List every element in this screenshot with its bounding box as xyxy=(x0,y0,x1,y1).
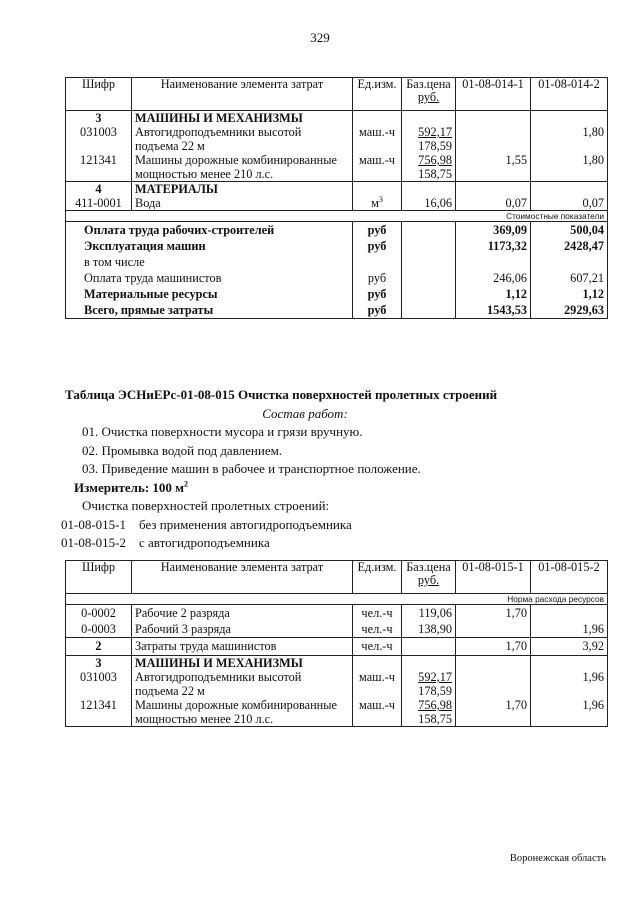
section-row xyxy=(66,182,608,197)
section-row xyxy=(66,111,608,126)
section-number: 3 xyxy=(66,656,132,671)
cost-indicators-label: Стоимостные показатели xyxy=(66,211,608,222)
header-unit: Ед.изм. xyxy=(353,561,402,594)
row-name: Машины дорожные комбинированные мощностью менее 210 л.с. xyxy=(132,153,353,182)
row-code: 0-0003 xyxy=(66,621,132,638)
norm-label-row xyxy=(66,594,608,605)
resource-table-01-08-014 xyxy=(65,77,608,319)
header-code: Шифр xyxy=(66,78,132,111)
variant-item: 01-08-015-2 с автогидроподъемника xyxy=(61,535,270,550)
table-row xyxy=(66,125,608,153)
summary-row: Оплата труда машинистов руб 246,06 607,21 xyxy=(66,270,608,286)
row-value-a xyxy=(456,621,531,638)
row-name: Машины дорожные комбинированные мощностью менее 210 л.с. xyxy=(132,698,353,727)
row-value-a: 1,55 xyxy=(456,153,531,182)
row-price: 756,98 158,75 xyxy=(402,698,456,727)
row-price: 138,90 xyxy=(402,621,456,638)
row-code: 031003 xyxy=(66,125,132,153)
header-unit: Ед.изм. xyxy=(353,78,402,111)
table-row xyxy=(66,670,608,698)
table-row xyxy=(66,698,608,727)
table-row xyxy=(66,605,608,622)
row-name: Автогидроподъемники высотой подъема 22 м xyxy=(132,125,353,153)
summary-row: Всего, прямые затраты руб 1543,53 2929,63 xyxy=(66,302,608,319)
row-unit: маш.-ч xyxy=(353,698,402,727)
row-unit: чел.-ч xyxy=(353,605,402,622)
summary-row: в том числе xyxy=(66,254,608,270)
cost-indicators-label-row xyxy=(66,211,608,222)
row-price: 119,06 xyxy=(402,605,456,622)
resource-table-01-08-015 xyxy=(65,560,608,727)
table-description xyxy=(61,386,625,553)
table-header-row xyxy=(66,78,608,111)
measure-unit: Измеритель: 100 $м^2$ xyxy=(74,479,189,495)
variant-item: 01-08-015-1 без применения автогидроподъемника xyxy=(61,516,352,532)
row-name: Рабочий 3 разряда xyxy=(132,621,353,638)
row-name: Автогидроподъемники высотой подъема 22 м xyxy=(132,670,353,698)
row-value-b: 0,07 xyxy=(531,196,608,211)
summary-row: Эксплуатация машин руб 1173,32 2428,47 xyxy=(66,238,608,254)
page-number: 329 xyxy=(310,30,330,45)
header-name: Наименование элемента затрат xyxy=(132,561,353,594)
row-value-b: 1,80 xyxy=(531,153,608,182)
row-code: 411-0001 xyxy=(66,196,132,211)
header-price: Баз.цена руб. xyxy=(402,561,456,594)
row-unit: маш.-ч xyxy=(353,125,402,153)
row-value-a: 0,07 xyxy=(456,196,531,211)
row-unit: $м^3$ xyxy=(353,196,402,211)
row-price: 16,06 xyxy=(402,196,456,211)
summary-row: Материальные ресурсы руб 1,12 1,12 xyxy=(66,286,608,302)
row-value-b: 1,96 xyxy=(531,621,608,638)
row-code: 0-0002 xyxy=(66,605,132,622)
table-row xyxy=(66,153,608,182)
work-item: 01. Очистка поверхности мусора и грязи вручную. xyxy=(82,424,363,439)
row-value-b: 1,96 xyxy=(531,698,608,727)
row-value-a xyxy=(456,670,531,698)
row-unit: чел.-ч xyxy=(353,621,402,638)
row-value-b xyxy=(531,605,608,622)
row-unit: чел.-ч xyxy=(353,638,402,656)
row-price: 592,17 178,59 xyxy=(402,125,456,153)
work-item: 03. Приведение машин в рабочее и транспортное положение. xyxy=(82,461,421,476)
row-value-b: 1,96 xyxy=(531,670,608,698)
row-price xyxy=(402,638,456,656)
norm-label: Норма расхода ресурсов xyxy=(66,594,608,605)
row-price: 756,98 158,75 xyxy=(402,153,456,182)
row-unit: маш.-ч xyxy=(353,670,402,698)
row-name: Вода xyxy=(132,196,353,211)
variants-description: Очистка поверхностей пролетных строений: xyxy=(82,498,330,513)
row-unit: маш.-ч xyxy=(353,153,402,182)
row-value-a: 1,70 xyxy=(456,638,531,656)
header-col-a: 01-08-015-1 xyxy=(456,561,531,594)
header-col-a: 01-08-014-1 xyxy=(456,78,531,111)
section-row xyxy=(66,656,608,671)
row-value-a xyxy=(456,125,531,153)
row-value-b: 1,80 xyxy=(531,125,608,153)
table-header-row xyxy=(66,561,608,594)
table-title: Таблица ЭСНиЕРс-01-08-015 Очистка поверхностей пролетных строений xyxy=(65,387,498,402)
section-title: МАШИНЫ И МЕХАНИЗМЫ xyxy=(132,111,353,126)
header-price: Баз.цена руб. xyxy=(402,78,456,111)
table-row xyxy=(66,196,608,211)
region-footer: Воронежская область xyxy=(509,853,606,864)
header-name: Наименование элемента затрат xyxy=(132,78,353,111)
work-item: 02. Промывка водой под давлением. xyxy=(82,442,283,458)
row-code: 2 xyxy=(66,638,132,656)
header-col-b: 01-08-015-2 xyxy=(531,561,608,594)
works-heading: Состав работ: xyxy=(262,405,348,421)
row-name: Рабочие 2 разряда xyxy=(132,605,353,622)
summary-row: Оплата труда рабочих-строителей руб 369,09 500,04 xyxy=(66,222,608,239)
section-title: МАТЕРИАЛЫ xyxy=(132,182,353,197)
section-title: МАШИНЫ И МЕХАНИЗМЫ xyxy=(132,656,353,671)
row-price: 592,17 178,59 xyxy=(402,670,456,698)
row-code: 121341 xyxy=(66,153,132,182)
row-code: 031003 xyxy=(66,670,132,698)
row-value-a: 1,70 xyxy=(456,698,531,727)
table-row xyxy=(66,638,608,656)
header-col-b: 01-08-014-2 xyxy=(531,78,608,111)
row-code: 121341 xyxy=(66,698,132,727)
section-number: 3 xyxy=(66,111,132,126)
header-code: Шифр xyxy=(66,561,132,594)
row-value-a: 1,70 xyxy=(456,605,531,622)
row-value-b: 3,92 xyxy=(531,638,608,656)
row-name: Затраты труда машинистов xyxy=(132,638,353,656)
section-number: 4 xyxy=(66,182,132,197)
table-row xyxy=(66,621,608,638)
